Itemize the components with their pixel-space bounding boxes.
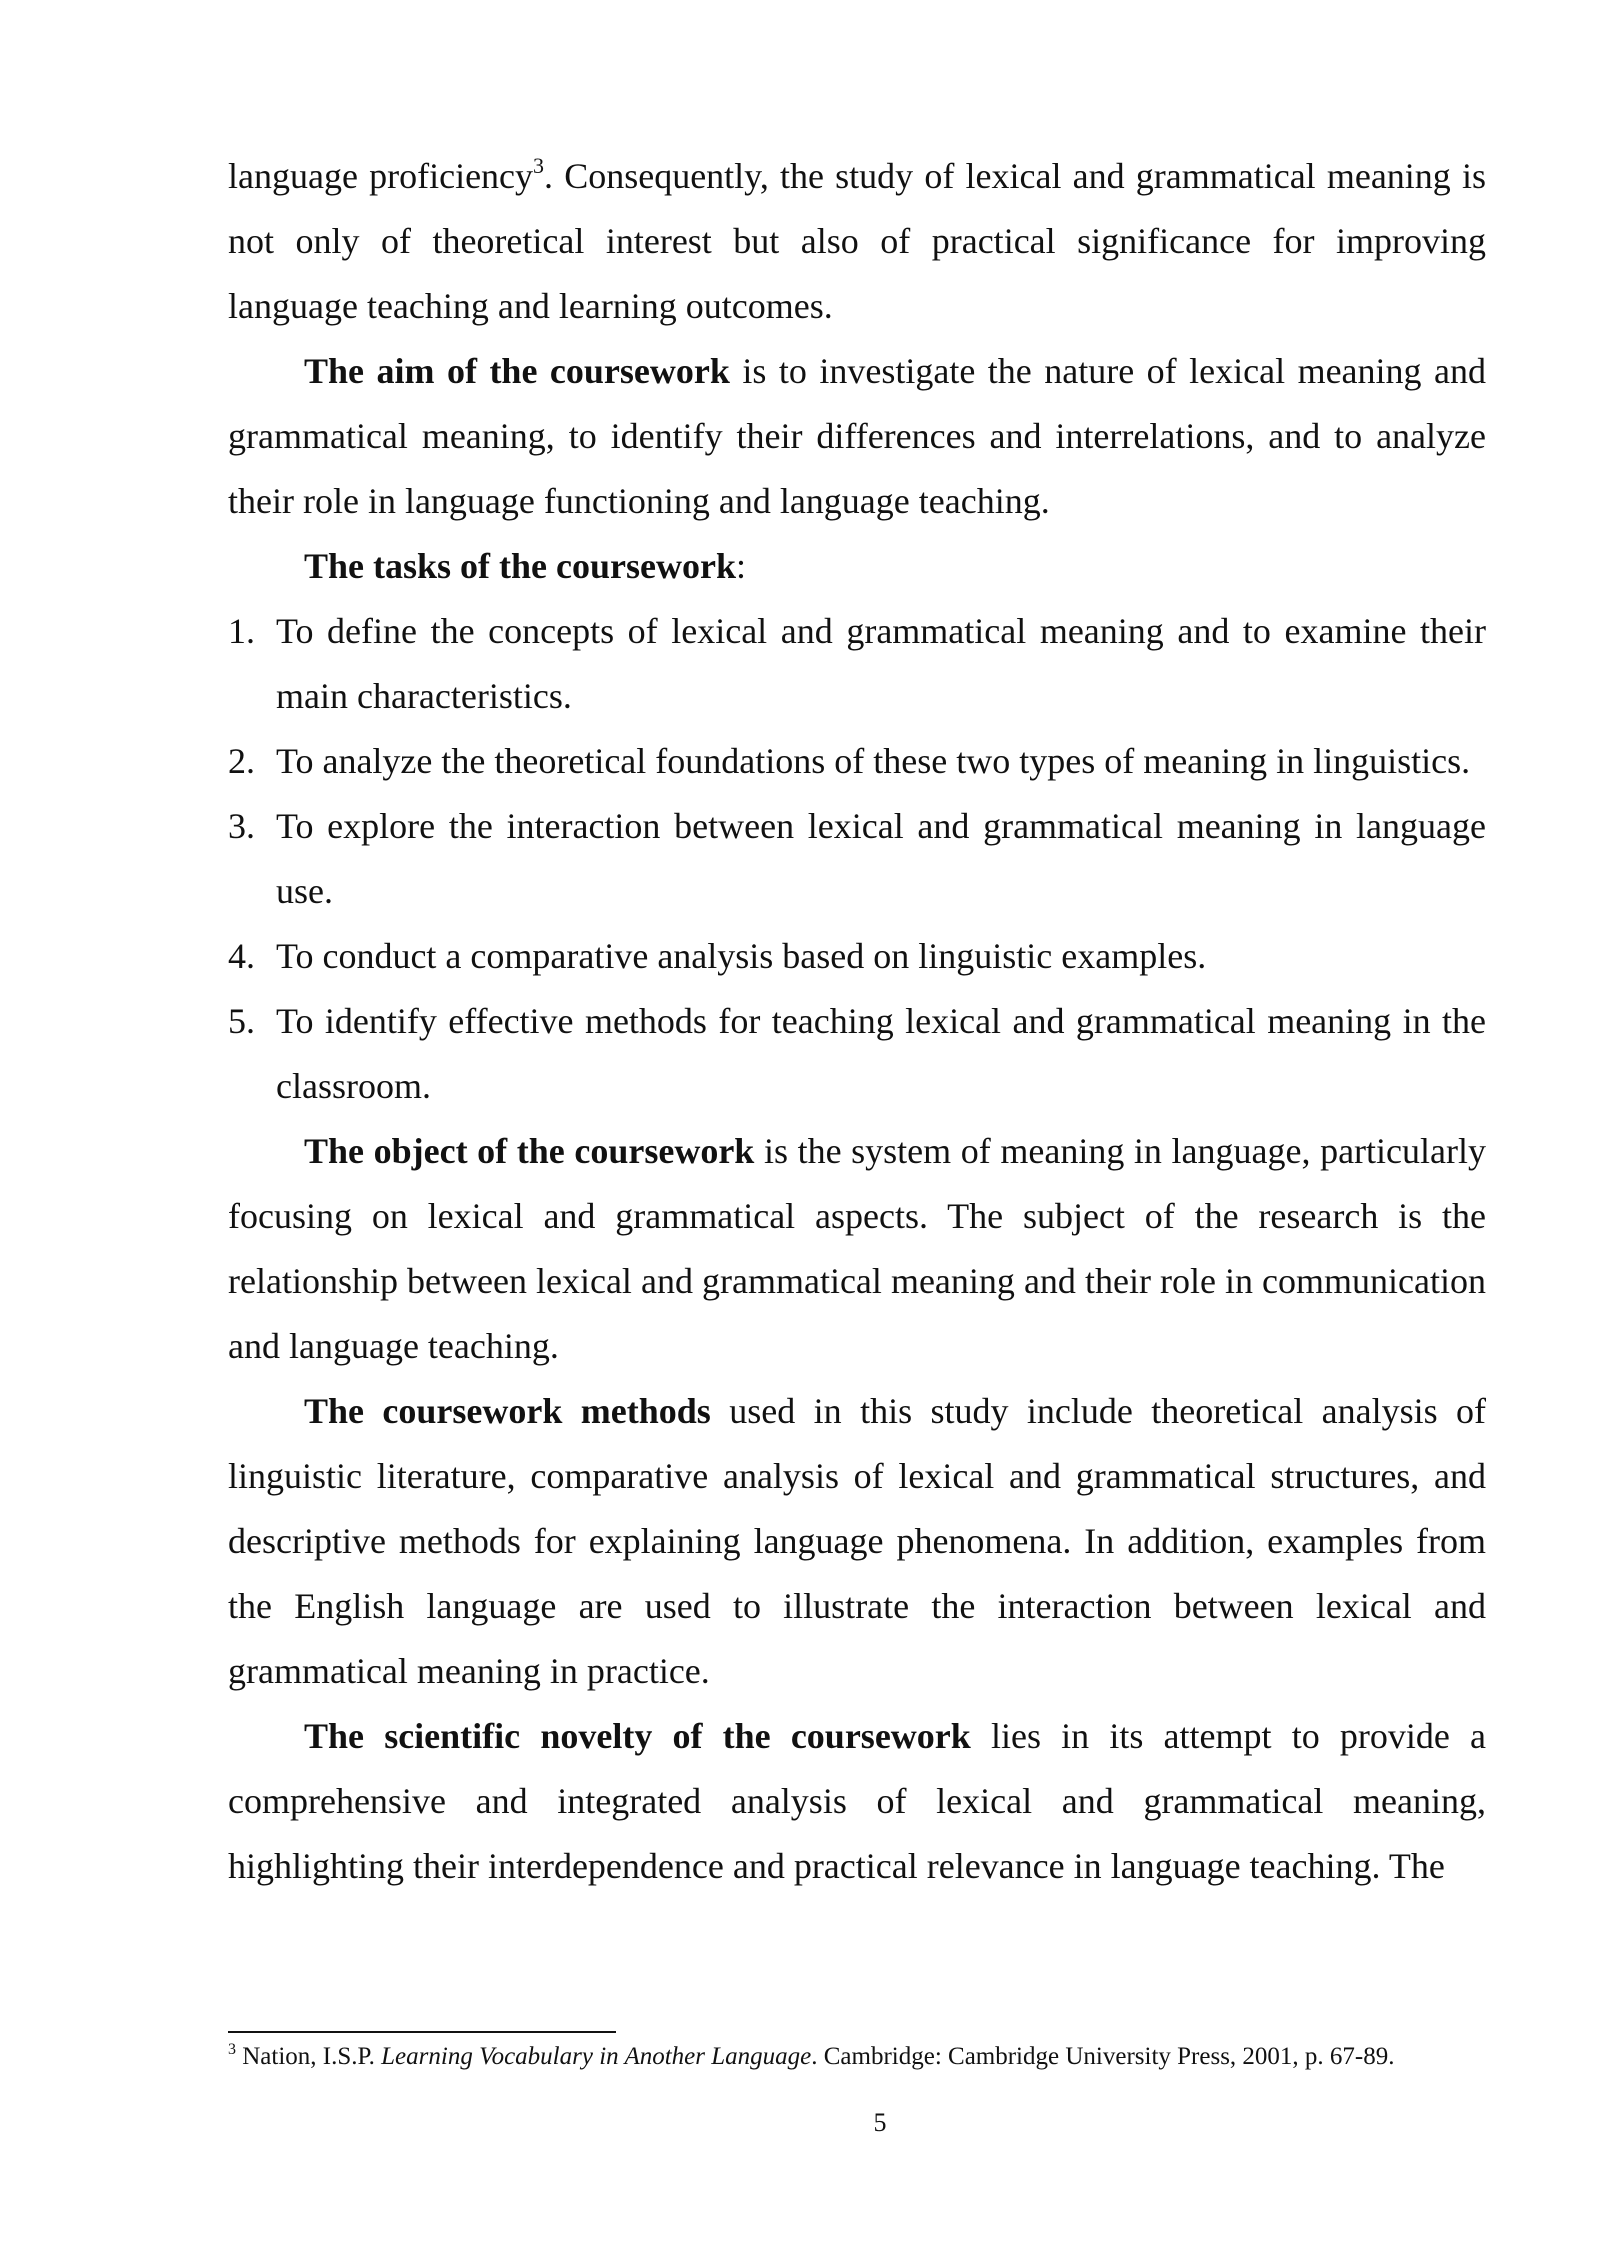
list-item-text: To define the concepts of lexical and grammatical meaning and to examine their main characteristics. (276, 611, 1486, 716)
list-item (228, 924, 1486, 989)
list-number: 5. (228, 1001, 255, 1041)
methods-heading: The coursework methods (304, 1391, 711, 1431)
paragraph-text: language proficiency (228, 156, 534, 196)
list-item (228, 729, 1486, 794)
list-item-text: To conduct a comparative analysis based on linguistic examples. (276, 936, 1207, 976)
paragraph-tasks-heading (228, 534, 1486, 599)
paragraph-object (228, 1119, 1486, 1379)
footnote-marker: 3 (228, 2040, 236, 2058)
footnote-reference: 3 (533, 153, 545, 178)
list-item-text: To explore the interaction between lexical and grammatical meaning in language use. (276, 806, 1486, 911)
paragraph-methods (228, 1379, 1486, 1704)
tasks-list (228, 599, 1486, 1119)
paragraph-text: . Consequently, the study of lexical and grammatical meaning is not only of theoretical interest but also of practical significance for improving language teaching and learning outcomes. (228, 156, 1486, 326)
paragraph-aim (228, 339, 1486, 534)
tasks-heading-colon: : (735, 546, 746, 586)
list-item (228, 794, 1486, 924)
methods-text: used in this study include theoretical analysis of linguistic literature, comparative analysis of lexical and grammatical structures, and descriptive methods for explaining language phenomena. In addition, examples from the English language are used to illustrate the interaction between lexical and grammatical meaning in practice. (228, 1391, 1487, 1691)
novelty-heading: The scientific novelty of the coursework (304, 1716, 971, 1756)
list-item-text: To analyze the theoretical foundations of these two types of meaning in linguistics. (276, 741, 1471, 781)
list-number: 2. (228, 741, 255, 781)
object-text: is the system of meaning in language, particularly focusing on lexical and grammatical aspects. The subject of the research is the relationship between lexical and grammatical meaning and their role in communication and language teaching. (228, 1131, 1486, 1366)
list-item-text: To identify effective methods for teaching lexical and grammatical meaning in the classroom. (276, 1001, 1486, 1106)
list-number: 3. (228, 806, 255, 846)
object-heading: The object of the coursework (304, 1131, 755, 1171)
footnote-text: . Cambridge: Cambridge University Press, 2001, p. 67-89. (811, 2043, 1395, 2070)
tasks-heading: The tasks of the coursework (304, 546, 736, 586)
aim-heading: The aim of the coursework (304, 351, 730, 391)
novelty-text: lies in its attempt to provide a comprehensive and integrated analysis of lexical and grammatical meaning, highlighting their interdependence and practical relevance in language teaching. The (228, 1716, 1487, 1886)
footnote-text: Nation, I.S.P. (236, 2043, 382, 2070)
aim-text: is to investigate the nature of lexical meaning and grammatical meaning, to identify their differences and interrelations, and to analyze their role in language functioning and language teaching. (228, 351, 1487, 521)
body-text (228, 144, 1486, 1899)
footnote (228, 2040, 1486, 2073)
page-number: 5 (873, 2108, 887, 2137)
list-item (228, 599, 1486, 729)
list-number: 1. (228, 611, 255, 651)
list-number: 4. (228, 936, 255, 976)
paragraph-proficiency (228, 144, 1486, 339)
footnote-separator (228, 2031, 616, 2033)
list-item (228, 989, 1486, 1119)
footnote-book-title: Learning Vocabulary in Another Language (381, 2043, 812, 2070)
paragraph-novelty (228, 1704, 1486, 1899)
